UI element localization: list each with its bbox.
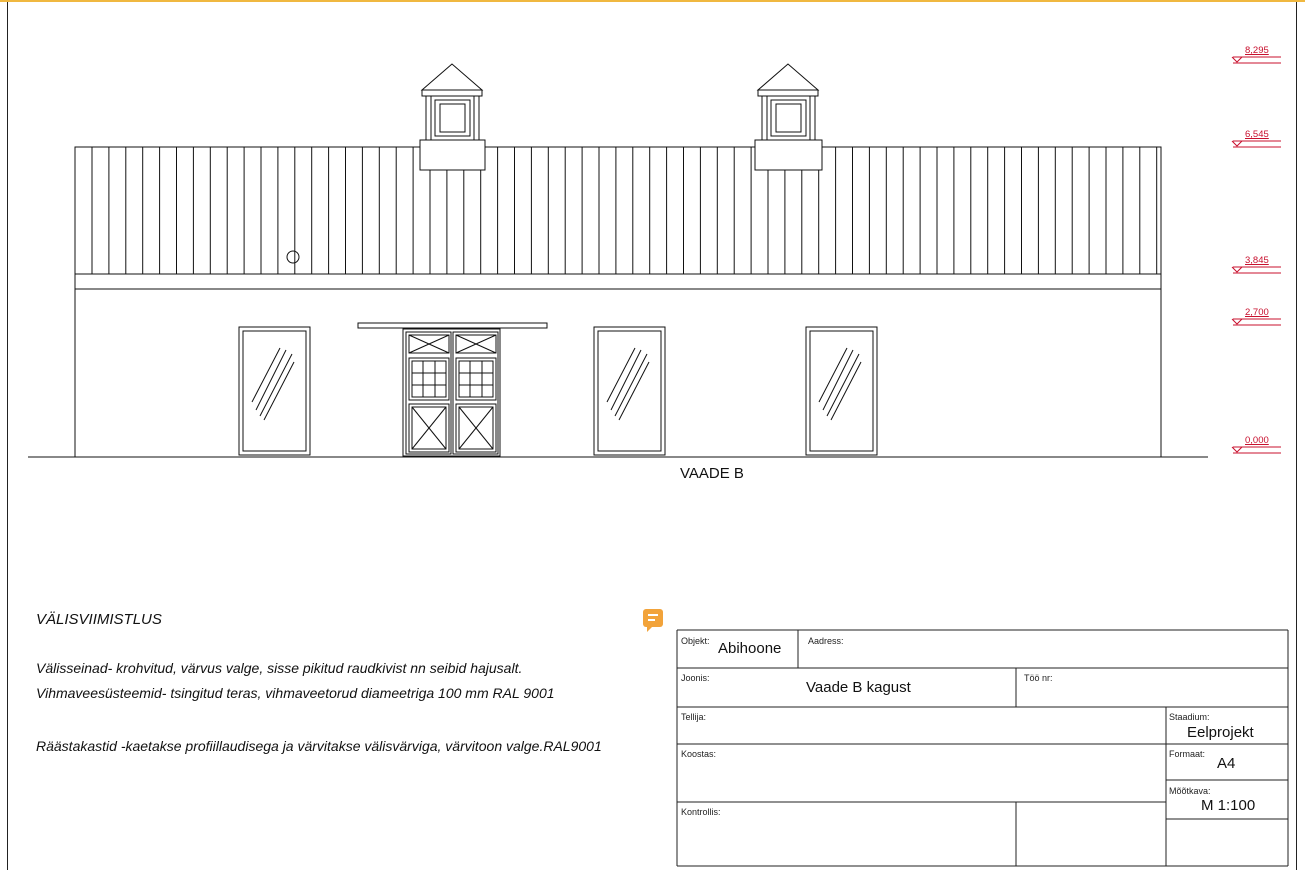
level-label: 8,295 xyxy=(1245,45,1269,56)
window-3 xyxy=(806,327,877,455)
objekt-label: Objekt: xyxy=(681,636,710,646)
level-marker xyxy=(1232,267,1281,273)
koostas-label: Koostas: xyxy=(681,749,717,759)
cupola-right xyxy=(755,64,822,170)
mootkava-value: M 1:100 xyxy=(1201,797,1256,814)
notes-title: VÄLISVIIMISTLUS xyxy=(36,611,162,628)
level-label: 2,700 xyxy=(1245,307,1269,318)
roof-ribs xyxy=(92,147,1157,274)
comment-icon[interactable] xyxy=(643,609,663,627)
level-marker xyxy=(1232,447,1281,453)
staadium-value: Eelprojekt xyxy=(1187,724,1254,741)
too-nr-label: Töö nr: xyxy=(1024,673,1053,683)
note-line: Välisseinad- krohvitud, värvus valge, sisse pikitud raudkivist nn seibid hajusalt. xyxy=(36,660,523,676)
aadress-label: Aadress: xyxy=(808,636,844,646)
roof-marker-circle xyxy=(287,251,299,263)
joonis-value: Vaade B kagust xyxy=(806,679,911,696)
door-track xyxy=(358,323,547,328)
mootkava-label: Mõõtkava: xyxy=(1169,786,1211,796)
joonis-label: Joonis: xyxy=(681,673,710,683)
eave-fascia xyxy=(75,274,1161,289)
level-label: 0,000 xyxy=(1245,435,1269,446)
staadium-label: Staadium: xyxy=(1169,712,1210,722)
objekt-value: Abihoone xyxy=(718,640,782,657)
formaat-value: A4 xyxy=(1217,755,1236,772)
window-2 xyxy=(594,327,665,455)
double-door xyxy=(403,329,500,456)
formaat-label: Formaat: xyxy=(1169,749,1206,759)
kontrollis-label: Kontrollis: xyxy=(681,807,721,817)
window-1 xyxy=(239,327,310,455)
view-title: VAADE B xyxy=(680,465,744,482)
cupola-left xyxy=(420,64,485,170)
tellija-label: Tellija: xyxy=(681,712,707,722)
note-line: Vihmaveesüsteemid- tsingitud teras, vihmaveetorud diameetriga 100 mm RAL 9001 xyxy=(36,685,555,701)
level-marker xyxy=(1232,319,1281,325)
wall xyxy=(75,289,1161,457)
level-marker xyxy=(1232,141,1281,147)
title-block-frame xyxy=(677,630,1288,866)
note-line: Räästakastid -kaetakse profiillaudisega ja värvitakse välisvärviga, värvitoon valge.RAL9001 xyxy=(36,738,602,754)
level-label: 3,845 xyxy=(1245,255,1269,266)
roof xyxy=(75,147,1161,274)
level-marker xyxy=(1232,57,1281,63)
level-label: 6,545 xyxy=(1245,129,1269,140)
